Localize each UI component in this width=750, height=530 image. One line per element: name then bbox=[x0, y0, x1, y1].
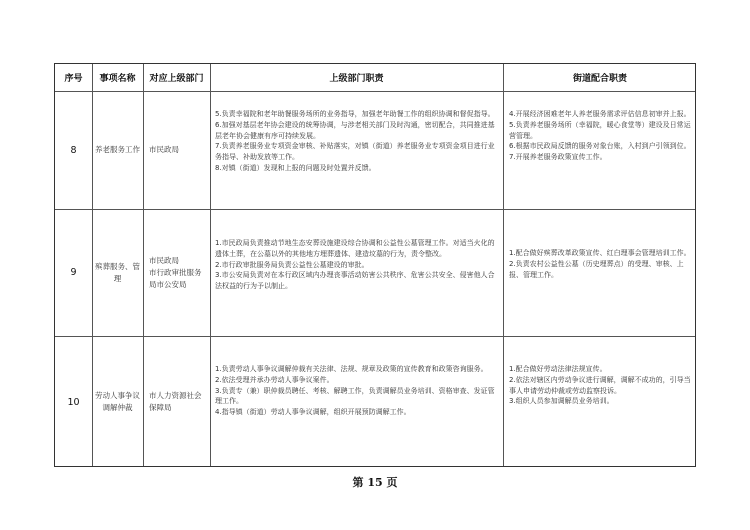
item-name: 劳动人事争议调解仲裁 bbox=[95, 391, 140, 412]
duty-line: 3.组织人员参加调解员业务培训。 bbox=[509, 397, 614, 406]
duty-line: 3.负责专（兼）职仲裁员聘任、考核、解聘工作，负责调解员业务培训、资格审查、发证管理工作。 bbox=[215, 386, 495, 406]
grid-line bbox=[210, 64, 211, 466]
header-no: 序号 bbox=[64, 74, 83, 84]
row-number: 9 bbox=[70, 267, 77, 278]
row-number: 8 bbox=[70, 144, 77, 156]
duty-line: 8.对镇（街道）发现和上报的问题及时处置并反馈。 bbox=[215, 163, 376, 172]
duty-line: 2.市行政审批服务局负责公益性公墓建设的审批。 bbox=[215, 260, 369, 269]
grid-line bbox=[503, 64, 504, 466]
duty-line: 2.负责农村公益性公墓（历史埋葬点）的受理、审核、上报、管理工作。 bbox=[509, 259, 684, 279]
header-item: 事项名称 bbox=[99, 74, 136, 84]
upper-duties-text bbox=[215, 238, 499, 292]
street-duties-text bbox=[509, 248, 691, 280]
dept-name: 市人力资源社会保障局 bbox=[149, 391, 202, 412]
duty-line: 2.依法受理并承办劳动人事争议案件。 bbox=[215, 375, 334, 384]
duty-line: 5.负责养老服务场所（幸福院，暖心食堂等）建设及日常运营管理。 bbox=[509, 120, 691, 140]
duty-line: 6.根据市民政局反馈的服务对象台账，入村到户引领到位。 bbox=[509, 142, 691, 151]
row-number: 10 bbox=[67, 396, 80, 408]
item-name: 养老服务工作 bbox=[95, 145, 140, 154]
duty-line: 6.加强对基层老年协会建设的统筹协调，与涉老相关部门及时沟通，密切配合，共同推进基层老年协会健康有序可持续发展。 bbox=[215, 120, 495, 140]
upper-duties-text bbox=[215, 364, 499, 418]
header-street-duties: 街道配合职责 bbox=[572, 74, 627, 84]
duty-line: 5.负责幸福院和老年助餐服务场所的业务指导，加强老年助餐工作的组织协调和督促指导。 bbox=[215, 110, 495, 118]
duty-line: 1.市民政局负责推动节地生态安葬设施建设综合协调和公益性公墓管理工作。对适当火化的遗体土葬，在公墓以外的其他地方埋葬遗体、建造坟墓的行为，责令整改。 bbox=[215, 239, 495, 258]
dept-name: 市民政局 市行政审批服务局市公安局 bbox=[149, 255, 202, 289]
duty-line: 1.配合做好劳动法律法规宣传。 bbox=[509, 365, 607, 373]
duties-table bbox=[54, 63, 696, 467]
header-dept: 对应上级部门 bbox=[149, 74, 204, 84]
duty-line: 2.依法对辖区内劳动争议进行调解，调解不成功的，引导当事人申请劳动仲裁或劳动监察投诉。 bbox=[509, 375, 691, 395]
upper-duties-text bbox=[215, 109, 499, 174]
dept-name: 市民政局 bbox=[149, 145, 179, 154]
duty-line: 4.开展经济困难老年人养老服务需求评估信息初审并上报。 bbox=[509, 110, 691, 118]
duty-line: 1.负责劳动人事争议调解仲裁有关法律、法规、规章及政策的宣传教育和政策咨询服务。 bbox=[215, 365, 488, 373]
duty-line: 7.负责养老服务业专项资金审核、补贴落实，对镇（街道）养老服务业专项资金项目进行业务指导、补助发放等工作。 bbox=[215, 142, 495, 162]
duty-line: 1.配合做好殡葬改革政策宣传、红白理事会管理培训工作。 bbox=[509, 249, 691, 257]
header-upper-duties: 上级部门职责 bbox=[329, 74, 384, 84]
street-duties-text bbox=[509, 364, 691, 407]
page-number: 第 15 页 bbox=[352, 476, 398, 489]
duty-line: 3.市公安局负责对在本行政区域内办理丧事活动妨害公共秩序、危害公共安全、侵害他人合法权益的行为予以制止。 bbox=[215, 271, 495, 291]
duty-line: 7.开展养老服务政策宣传工作。 bbox=[509, 153, 607, 162]
duty-line: 4.指导镇（街道）劳动人事争议调解，组织开展预防调解工作。 bbox=[215, 408, 411, 417]
item-name: 殡葬服务、管理 bbox=[95, 261, 140, 283]
street-duties-text bbox=[509, 109, 691, 163]
